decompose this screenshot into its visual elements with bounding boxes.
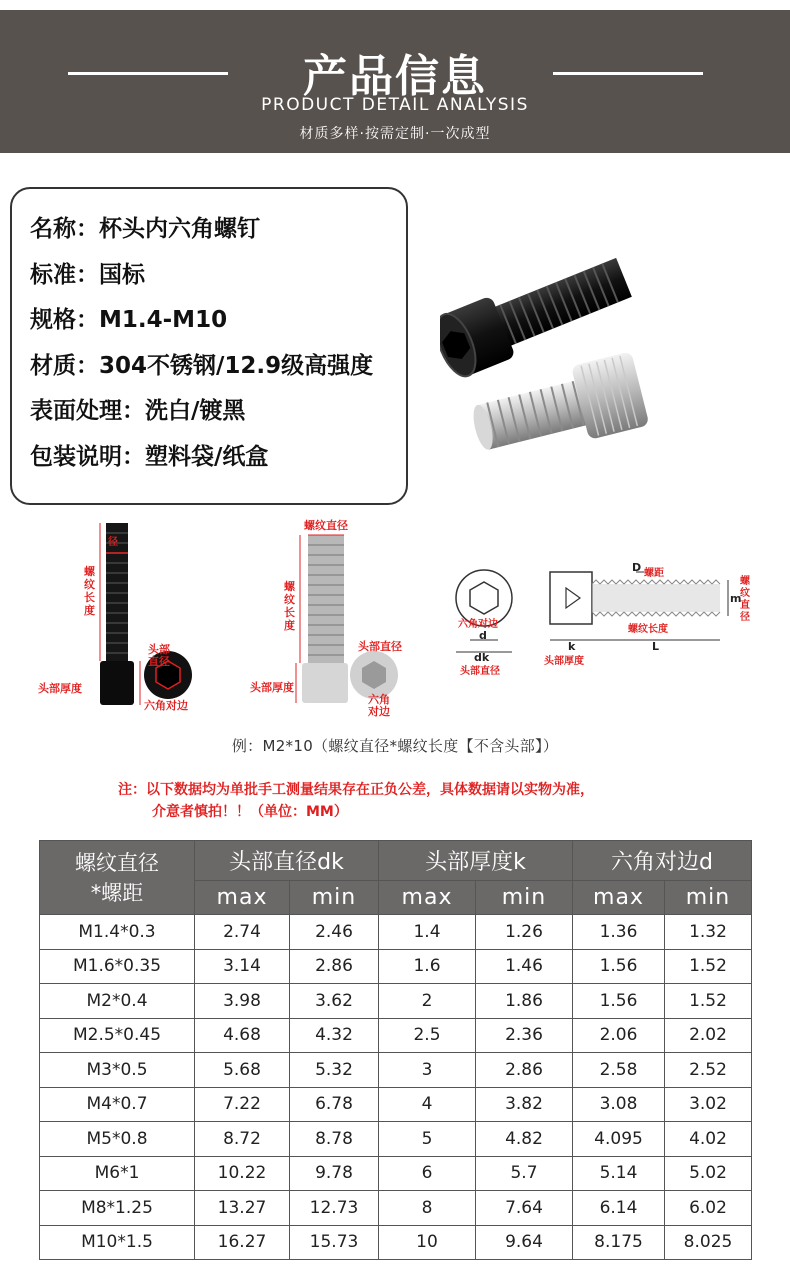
label-head-height-4: 头部厚度	[544, 656, 584, 667]
cell-value: 6.78	[290, 1087, 379, 1122]
cell-size: M5*0.8	[40, 1122, 195, 1157]
cell-value: 3.62	[290, 984, 379, 1019]
cell-value: 3	[379, 1053, 476, 1088]
cell-value: 6.02	[665, 1191, 752, 1226]
header-banner	[0, 10, 790, 153]
sub-min: min	[476, 881, 573, 915]
cell-size: M4*0.7	[40, 1087, 195, 1122]
label-m-side: m	[730, 592, 742, 605]
spec-name: 名称：杯头内六角螺钉	[30, 216, 260, 242]
sub-max: max	[379, 881, 476, 915]
page-tagline: 材质多样·按需定制·一次成型	[299, 126, 491, 142]
table-row	[40, 1053, 752, 1088]
cell-value: 9.78	[290, 1156, 379, 1191]
cell-size: M2.5*0.45	[40, 1018, 195, 1053]
sub-max: max	[573, 881, 665, 915]
cell-size: M1.6*0.35	[40, 949, 195, 984]
table-row	[40, 1018, 752, 1053]
label-hex-1: 六角对边	[144, 699, 188, 712]
cell-value: 8.025	[665, 1225, 752, 1260]
sub-max: max	[195, 881, 290, 915]
label-head-diameter-1: 头部直径	[148, 643, 170, 668]
cell-value: 9.64	[476, 1225, 573, 1260]
header-head-diameter: 头部直径dk	[195, 841, 379, 881]
cell-value: 4.32	[290, 1018, 379, 1053]
header-head-height: 头部厚度k	[379, 841, 573, 881]
spec-surface: 表面处理：洗白/镀黑	[30, 398, 246, 424]
cell-value: 1.46	[476, 949, 573, 984]
label-hex-2: 六角对边	[368, 693, 390, 718]
table-row	[40, 1225, 752, 1260]
cell-value: 2	[379, 984, 476, 1019]
cell-value: 3.82	[476, 1087, 573, 1122]
table-row	[40, 915, 752, 950]
cell-size: M10*1.5	[40, 1225, 195, 1260]
label-D-side: D	[632, 561, 642, 574]
silver-screw-diagram	[246, 515, 411, 720]
cell-value: 8.175	[573, 1225, 665, 1260]
side-view-diagram	[540, 560, 755, 670]
label-head-height-2: 头部厚度	[250, 681, 294, 694]
cell-value: 16.27	[195, 1225, 290, 1260]
label-L-side: L	[652, 640, 660, 653]
page-title: 产品信息	[303, 51, 487, 102]
cell-value: 1.86	[476, 984, 573, 1019]
cell-value: 2.36	[476, 1018, 573, 1053]
cell-value: 3.14	[195, 949, 290, 984]
header-thread-pitch	[40, 841, 195, 915]
cell-value: 1.26	[476, 915, 573, 950]
cell-value: 2.74	[195, 915, 290, 950]
sub-min: min	[290, 881, 379, 915]
cell-value: 12.73	[290, 1191, 379, 1226]
cell-value: 1.52	[665, 984, 752, 1019]
cell-value: 10.22	[195, 1156, 290, 1191]
label-thread-diameter-4: 螺纹直径	[740, 576, 750, 623]
label-dk-top: dk	[474, 651, 490, 664]
spec-table	[39, 840, 752, 1260]
table-row	[40, 1122, 752, 1157]
header-hex-flats: 六角对边d	[573, 841, 752, 881]
cell-size: M6*1	[40, 1156, 195, 1191]
cell-value: 5.14	[573, 1156, 665, 1191]
table-header-row	[40, 841, 752, 881]
table-row	[40, 1191, 752, 1226]
sub-min: min	[665, 881, 752, 915]
label-hex-3: 六角对边	[458, 619, 498, 630]
product-photo	[440, 225, 650, 475]
cell-value: 4.82	[476, 1122, 573, 1157]
spec-box	[10, 187, 408, 505]
cell-value: 1.36	[573, 915, 665, 950]
label-thread-diameter-1: 径	[108, 537, 118, 548]
spec-packaging: 包装说明：塑料袋/纸盒	[30, 443, 269, 470]
cell-size: M1.4*0.3	[40, 915, 195, 950]
warning-line-1: 注：以下数据均为单批手工测量结果存在正负公差，具体数据请以实物为准，	[118, 782, 594, 798]
page-subtitle: PRODUCT DETAIL ANALYSIS	[261, 95, 529, 115]
header-thread-line1: 螺纹直径	[75, 850, 159, 875]
label-d-top: d	[479, 629, 487, 642]
cell-value: 2.06	[573, 1018, 665, 1053]
cell-value: 3.08	[573, 1087, 665, 1122]
cell-value: 6.14	[573, 1191, 665, 1226]
cell-value: 10	[379, 1225, 476, 1260]
silver-screw	[466, 351, 649, 466]
cell-value: 8.72	[195, 1122, 290, 1157]
label-thread-diameter-2: 螺纹直径	[304, 519, 348, 532]
cell-value: 1.56	[573, 949, 665, 984]
table-row	[40, 1087, 752, 1122]
cell-value: 1.32	[665, 915, 752, 950]
cell-value: 2.86	[290, 949, 379, 984]
banner-rule-right	[553, 72, 703, 75]
cell-value: 1.56	[573, 984, 665, 1019]
cell-value: 5.02	[665, 1156, 752, 1191]
spec-standard: 标准：国标	[30, 261, 145, 288]
label-k-side: k	[568, 640, 576, 653]
header-thread-line2: *螺距	[90, 880, 144, 905]
table-row	[40, 984, 752, 1019]
cell-value: 3.98	[195, 984, 290, 1019]
label-thread-length-1: 螺纹长度	[84, 565, 95, 617]
cell-value: 1.52	[665, 949, 752, 984]
cell-value: 1.6	[379, 949, 476, 984]
label-pitch: 螺距	[644, 568, 664, 579]
cell-value: 2.5	[379, 1018, 476, 1053]
cell-value: 4.095	[573, 1122, 665, 1157]
cell-value: 3.02	[665, 1087, 752, 1122]
cell-value: 13.27	[195, 1191, 290, 1226]
cell-value: 8.78	[290, 1122, 379, 1157]
cell-value: 8	[379, 1191, 476, 1226]
cell-value: 2.86	[476, 1053, 573, 1088]
cell-value: 2.02	[665, 1018, 752, 1053]
cell-value: 2.46	[290, 915, 379, 950]
label-head-height-1: 头部厚度	[38, 682, 82, 695]
label-thread-length-2: 螺纹长度	[284, 580, 295, 632]
top-view-diagram	[446, 560, 536, 680]
cell-size: M2*0.4	[40, 984, 195, 1019]
cell-value: 1.4	[379, 915, 476, 950]
warning-line-2: 介意者慎拍！！（单位：MM）	[152, 804, 348, 820]
spec-size: 规格：M1.4-M10	[30, 307, 228, 333]
cell-size: M3*0.5	[40, 1053, 195, 1088]
cell-value: 15.73	[290, 1225, 379, 1260]
label-head-diameter-2: 头部直径	[358, 640, 402, 653]
example-note: 例：M2*10（螺纹直径*螺纹长度【不含头部】）	[231, 737, 559, 755]
cell-value: 6	[379, 1156, 476, 1191]
table-row	[40, 949, 752, 984]
cell-value: 5.68	[195, 1053, 290, 1088]
cell-value: 7.22	[195, 1087, 290, 1122]
cell-value: 7.64	[476, 1191, 573, 1226]
spec-material: 材质：304不锈钢/12.9级高强度	[30, 352, 374, 379]
cell-value: 4	[379, 1087, 476, 1122]
label-head-diameter-3: 头部直径	[460, 666, 500, 677]
black-screw-diagram	[38, 515, 208, 715]
table-row	[40, 1156, 752, 1191]
label-thread-length-4: 螺纹长度	[628, 624, 668, 635]
cell-value: 4.68	[195, 1018, 290, 1053]
cell-value: 5	[379, 1122, 476, 1157]
cell-value: 5.7	[476, 1156, 573, 1191]
cell-size: M8*1.25	[40, 1191, 195, 1226]
cell-value: 2.58	[573, 1053, 665, 1088]
cell-value: 5.32	[290, 1053, 379, 1088]
cell-value: 4.02	[665, 1122, 752, 1157]
cell-value: 2.52	[665, 1053, 752, 1088]
